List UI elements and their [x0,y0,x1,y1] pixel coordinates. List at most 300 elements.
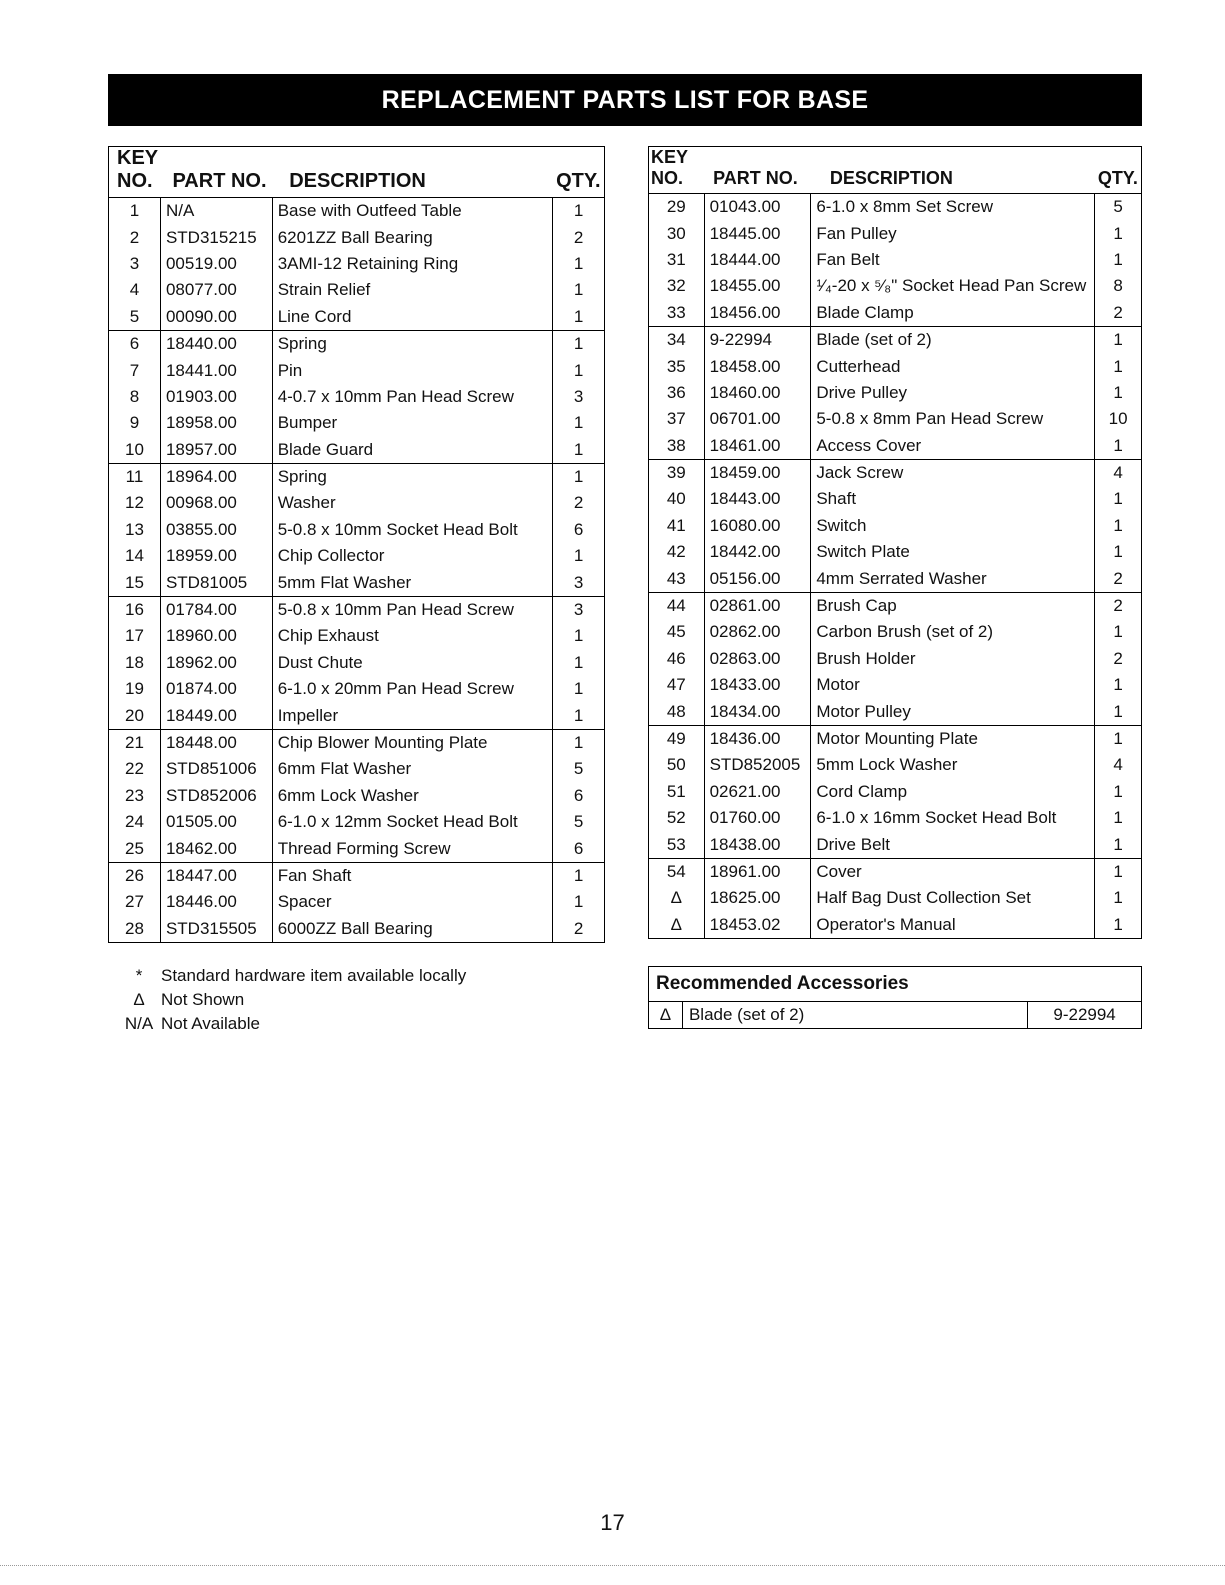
description-cell: Dust Chute [272,650,552,676]
description-cell: Jack Screw [811,459,1095,486]
part-no-cell: 18443.00 [704,486,811,512]
part-no-cell: 18462.00 [160,835,272,862]
part-no-cell: 01874.00 [160,676,272,702]
key-no-cell: 10 [125,439,144,459]
qty-cell: 4 [1095,752,1142,778]
table-row [109,384,605,410]
description-cell: 4-0.7 x 10mm Pan Head Screw [272,384,552,410]
qty-cell: 1 [553,702,605,729]
part-no-cell: 18441.00 [160,357,272,383]
qty-cell: 1 [1095,725,1142,752]
key-header-top: KEY [117,147,159,169]
table-row [649,752,1142,778]
description-cell: Pin [272,357,552,383]
description-cell: Access Cover [811,433,1095,460]
table-row [649,646,1142,672]
part-no-cell: 18433.00 [704,672,811,698]
part-no-cell: 02862.00 [704,619,811,645]
description-cell: Strain Relief [272,277,552,303]
table-row [649,672,1142,698]
key-no-cell: 37 [666,409,686,429]
description-cell: 6-1.0 x 16mm Socket Head Bolt [811,805,1095,831]
qty-cell: 1 [1095,885,1142,911]
table-row [649,513,1142,539]
description-cell: 5mm Flat Washer [272,569,552,596]
description-cell: Brush Cap [811,592,1095,619]
qty-cell: 1 [553,437,605,464]
description-header: DESCRIPTION [272,170,552,198]
legend-symbol: * [135,966,143,985]
part-no-cell: STD851006 [160,756,272,782]
qty-cell: 1 [553,357,605,383]
description-cell: Motor [811,672,1095,698]
qty-cell: 1 [553,862,605,889]
qty-cell: 6 [553,835,605,862]
table-row [649,273,1142,299]
description-cell: 5-0.8 x 10mm Socket Head Bolt [272,517,552,543]
accessory-row [649,1002,1142,1029]
legend-item [117,964,466,988]
description-cell: Chip Collector [272,543,552,569]
part-no-cell: 18436.00 [704,725,811,752]
part-no-cell: 9-22994 [704,326,811,353]
description-cell: Switch [811,513,1095,539]
qty-cell: 8 [1095,273,1142,299]
table-row [109,809,605,835]
table-row [109,889,605,915]
part-no-cell: 01760.00 [704,805,811,831]
key-no-cell: 19 [125,679,144,699]
part-no-cell: 01505.00 [160,809,272,835]
description-cell: ¹⁄₄-20 x ⁵⁄₈" Socket Head Pan Screw [811,273,1095,299]
table-row [649,433,1142,460]
qty-cell: 2 [1095,300,1142,327]
qty-cell: 6 [553,783,605,809]
table-row [109,277,605,303]
table-row [649,194,1142,221]
part-no-cell: 18961.00 [704,858,811,885]
table-row [649,326,1142,353]
table-row [649,885,1142,911]
legend-text: Not Available [161,1014,260,1033]
qty-cell: 1 [553,330,605,357]
part-no-cell: 18459.00 [704,459,811,486]
key-no-cell: 43 [666,568,686,588]
description-cell: Chip Exhaust [272,623,552,649]
qty-cell: 2 [1095,646,1142,672]
page-title-banner [108,74,1142,126]
description-cell: Operator's Manual [811,912,1095,939]
key-no-cell: 24 [125,812,144,832]
part-no-cell: N/A [160,198,272,225]
legend-text: Not Shown [161,990,245,1009]
page-title: REPLACEMENT PARTS LIST FOR BASE [381,85,869,114]
part-no-cell: 02621.00 [704,779,811,805]
key-no-cell: 46 [666,648,686,668]
key-no-cell: 53 [666,834,686,854]
description-cell: Motor Mounting Plate [811,725,1095,752]
qty-cell: 1 [1095,486,1142,512]
qty-cell: 1 [1095,672,1142,698]
key-no-cell: 8 [129,386,140,406]
key-no-cell: 12 [125,493,144,513]
qty-cell: 1 [1095,513,1142,539]
key-no-header: NO. [649,168,705,194]
table-row [109,437,605,464]
description-cell: 6-1.0 x 20mm Pan Head Screw [272,676,552,702]
table-row [649,619,1142,645]
part-no-header: PART NO. [704,168,811,194]
key-no-cell: 42 [666,542,686,562]
table-row [109,729,605,756]
key-no-cell: 54 [649,858,705,885]
part-no-cell: 18456.00 [704,300,811,327]
key-no-cell: 6 [109,330,161,357]
description-cell: Carbon Brush (set of 2) [811,619,1095,645]
description-cell: 6-1.0 x 12mm Socket Head Bolt [272,809,552,835]
table-row [649,247,1142,273]
part-no-cell: 18448.00 [160,729,272,756]
key-no-cell: 39 [649,459,705,486]
key-no-cell: 35 [666,356,686,376]
part-no-cell: STD81005 [160,569,272,596]
key-no-cell: 11 [109,463,161,490]
part-no-cell: 18960.00 [160,623,272,649]
key-no-cell: 34 [649,326,705,353]
legend-item [117,988,466,1012]
legend-text: Standard hardware item available locally [161,966,467,985]
qty-header: QTY. [553,170,605,198]
key-no-cell: 41 [666,515,686,535]
table-row [109,304,605,331]
qty-cell: 1 [553,463,605,490]
table-row [109,463,605,490]
key-no-cell: Δ [670,914,682,934]
legend [117,964,466,1036]
description-cell: Blade (set of 2) [811,326,1095,353]
table-row [649,539,1142,565]
part-no-cell: 18444.00 [704,247,811,273]
description-cell: 6201ZZ Ball Bearing [272,224,552,250]
qty-cell: 1 [553,277,605,303]
qty-cell: 5 [553,809,605,835]
description-cell: Drive Pulley [811,380,1095,406]
qty-cell: 2 [553,916,605,943]
key-no-cell: 44 [649,592,705,619]
description-header: DESCRIPTION [811,168,1095,194]
accessories-title: Recommended Accessories [649,967,1142,1002]
legend-symbol: Δ [133,990,145,1009]
qty-cell: 2 [1095,565,1142,592]
table-row [109,410,605,436]
key-no-cell: 21 [109,729,161,756]
page-edge-divider [0,1565,1225,1566]
table-row [649,779,1142,805]
table-row [109,916,605,943]
key-no-cell: 3 [129,253,140,273]
key-no-cell: 23 [125,785,144,805]
table-row [649,300,1142,327]
table-row [109,596,605,623]
part-no-cell: 05156.00 [704,565,811,592]
part-no-cell: 03855.00 [160,517,272,543]
table-row [109,224,605,250]
description-cell: Line Cord [272,304,552,331]
key-no-cell: 28 [125,918,144,938]
table-row [109,251,605,277]
qty-cell: 1 [553,198,605,225]
part-no-cell: 08077.00 [160,277,272,303]
description-cell: Washer [272,490,552,516]
accessory-symbol: Δ [659,1005,672,1024]
table-row [649,805,1142,831]
qty-cell: 1 [553,304,605,331]
key-no-cell: 15 [125,572,144,592]
description-cell: Thread Forming Screw [272,835,552,862]
description-cell: Half Bag Dust Collection Set [811,885,1095,911]
qty-cell: 1 [553,889,605,915]
description-cell: Blade Clamp [811,300,1095,327]
description-cell: Brush Holder [811,646,1095,672]
part-no-cell: 18962.00 [160,650,272,676]
table-row [109,756,605,782]
description-cell: Impeller [272,702,552,729]
key-no-cell: 36 [666,382,686,402]
qty-cell: 1 [1095,247,1142,273]
qty-cell: 1 [1095,698,1142,725]
part-no-cell: STD852006 [160,783,272,809]
description-cell: Spacer [272,889,552,915]
parts-table-left [108,146,605,943]
table-row [649,831,1142,858]
key-no-cell: 51 [666,781,686,801]
qty-cell: 4 [1095,459,1142,486]
part-no-cell: STD315505 [160,916,272,943]
qty-cell: 3 [553,384,605,410]
qty-cell: 1 [553,623,605,649]
table-row [109,330,605,357]
qty-cell: 1 [1095,831,1142,858]
qty-cell: 1 [1095,539,1142,565]
qty-cell: 2 [1095,592,1142,619]
key-no-cell: 16 [109,596,161,623]
parts-table-right [648,146,1142,939]
qty-cell: 1 [553,729,605,756]
key-no-cell: 22 [125,759,144,779]
qty-cell: 1 [553,676,605,702]
key-no-cell: 29 [666,197,686,217]
legend-item [117,1012,466,1036]
table-row [649,698,1142,725]
table-row [109,623,605,649]
key-no-cell: 38 [666,435,686,455]
key-no-cell: 52 [666,808,686,828]
description-cell: Cord Clamp [811,779,1095,805]
key-no-cell: 32 [666,276,686,296]
qty-cell: 1 [553,410,605,436]
description-cell: 6mm Lock Washer [272,783,552,809]
part-no-cell: 18957.00 [160,437,272,464]
part-no-cell: 01903.00 [160,384,272,410]
table-row [649,406,1142,432]
description-cell: 5-0.8 x 8mm Pan Head Screw [811,406,1095,432]
qty-cell: 6 [553,517,605,543]
table-row [649,380,1142,406]
description-cell: Cover [811,858,1095,885]
description-cell: Chip Blower Mounting Plate [272,729,552,756]
key-no-cell: 47 [666,675,686,695]
key-header-top: KEY [651,147,689,167]
qty-cell: 1 [1095,619,1142,645]
qty-cell: 5 [553,756,605,782]
description-cell: Cutterhead [811,353,1095,379]
qty-cell: 1 [1095,380,1142,406]
part-no-cell: 18959.00 [160,543,272,569]
part-no-cell: 18958.00 [160,410,272,436]
qty-cell: 1 [553,251,605,277]
part-no-cell: 18442.00 [704,539,811,565]
qty-cell: 1 [553,543,605,569]
part-no-cell: 18625.00 [704,885,811,911]
description-cell: Bumper [272,410,552,436]
part-no-cell: 06701.00 [704,406,811,432]
table-row [649,459,1142,486]
table-row [649,353,1142,379]
key-no-cell: 5 [129,306,140,326]
description-cell: Spring [272,463,552,490]
key-no-cell: 4 [129,280,140,300]
table-row [109,357,605,383]
description-cell: 4mm Serrated Washer [811,565,1095,592]
table-row [649,858,1142,885]
part-no-header: PART NO. [160,170,272,198]
description-cell: Fan Pulley [811,220,1095,246]
qty-cell: 1 [553,650,605,676]
key-no-cell: 27 [125,892,144,912]
part-no-cell: 18447.00 [160,862,272,889]
table-row [109,676,605,702]
key-no-cell: 9 [129,413,140,433]
qty-cell: 1 [1095,779,1142,805]
key-no-cell: 13 [125,519,144,539]
part-no-cell: 01784.00 [160,596,272,623]
description-cell: 3AMI-12 Retaining Ring [272,251,552,277]
key-no-cell: 14 [125,546,144,566]
part-no-cell: 02861.00 [704,592,811,619]
part-no-cell: 18455.00 [704,273,811,299]
part-no-cell: 18460.00 [704,380,811,406]
qty-cell: 2 [553,224,605,250]
qty-cell: 1 [1095,858,1142,885]
key-no-cell: 40 [666,489,686,509]
description-cell: 5mm Lock Washer [811,752,1095,778]
qty-cell: 2 [553,490,605,516]
part-no-cell: STD852005 [704,752,811,778]
table-row [649,486,1142,512]
qty-cell: 1 [1095,912,1142,939]
recommended-accessories-table [648,966,1142,1029]
table-row [109,569,605,596]
part-no-cell: 18445.00 [704,220,811,246]
table-row [109,490,605,516]
description-cell: Fan Shaft [272,862,552,889]
qty-cell: 5 [1095,194,1142,221]
key-no-cell: 20 [125,705,144,725]
qty-cell: 3 [553,569,605,596]
part-no-cell: 18964.00 [160,463,272,490]
description-cell: Switch Plate [811,539,1095,565]
description-cell: Spring [272,330,552,357]
part-no-cell: STD315215 [160,224,272,250]
description-cell: 5-0.8 x 10mm Pan Head Screw [272,596,552,623]
description-cell: Fan Belt [811,247,1095,273]
key-no-cell: 31 [666,249,686,269]
accessory-part-no: 9-22994 [1028,1002,1142,1029]
table-row [109,862,605,889]
description-cell: Motor Pulley [811,698,1095,725]
key-no-cell: 7 [129,360,140,380]
part-no-cell: 18461.00 [704,433,811,460]
description-cell: Blade Guard [272,437,552,464]
qty-header: QTY. [1095,168,1142,194]
table-row [649,220,1142,246]
part-no-cell: 18449.00 [160,702,272,729]
key-no-cell: 2 [129,227,140,247]
table-row [649,912,1142,939]
description-cell: Base with Outfeed Table [272,198,552,225]
table-row [649,565,1142,592]
description-cell: 6-1.0 x 8mm Set Screw [811,194,1095,221]
table-row [109,650,605,676]
page-number: 17 [600,1510,625,1535]
part-no-cell: 00519.00 [160,251,272,277]
qty-cell: 1 [1095,220,1142,246]
part-no-cell: 18440.00 [160,330,272,357]
accessory-description: Blade (set of 2) [682,1002,1027,1029]
key-no-cell: 18 [125,652,144,672]
key-no-cell: 17 [125,626,144,646]
description-cell: 6mm Flat Washer [272,756,552,782]
key-no-cell: 25 [125,838,144,858]
key-no-cell: 1 [129,201,140,221]
qty-cell: 1 [1095,805,1142,831]
table-row [109,517,605,543]
table-row [109,543,605,569]
qty-cell: 3 [553,596,605,623]
part-no-cell: 01043.00 [704,194,811,221]
key-no-cell: 30 [666,223,686,243]
key-no-cell: 50 [666,755,686,775]
part-no-cell: 16080.00 [704,513,811,539]
key-no-header: NO. [109,170,161,198]
part-no-cell: 18453.02 [704,912,811,939]
key-no-cell: 49 [649,725,705,752]
part-no-cell: 02863.00 [704,646,811,672]
part-no-cell: 00968.00 [160,490,272,516]
legend-symbol: N/A [124,1014,154,1033]
description-cell: Drive Belt [811,831,1095,858]
part-no-cell: 18446.00 [160,889,272,915]
part-no-cell: 18434.00 [704,698,811,725]
key-no-cell: Δ [670,888,682,908]
part-no-cell: 18458.00 [704,353,811,379]
key-no-cell: 45 [666,622,686,642]
table-row [109,198,605,225]
part-no-cell: 00090.00 [160,304,272,331]
qty-cell: 1 [1095,353,1142,379]
description-cell: 6000ZZ Ball Bearing [272,916,552,943]
qty-cell: 10 [1095,406,1142,432]
